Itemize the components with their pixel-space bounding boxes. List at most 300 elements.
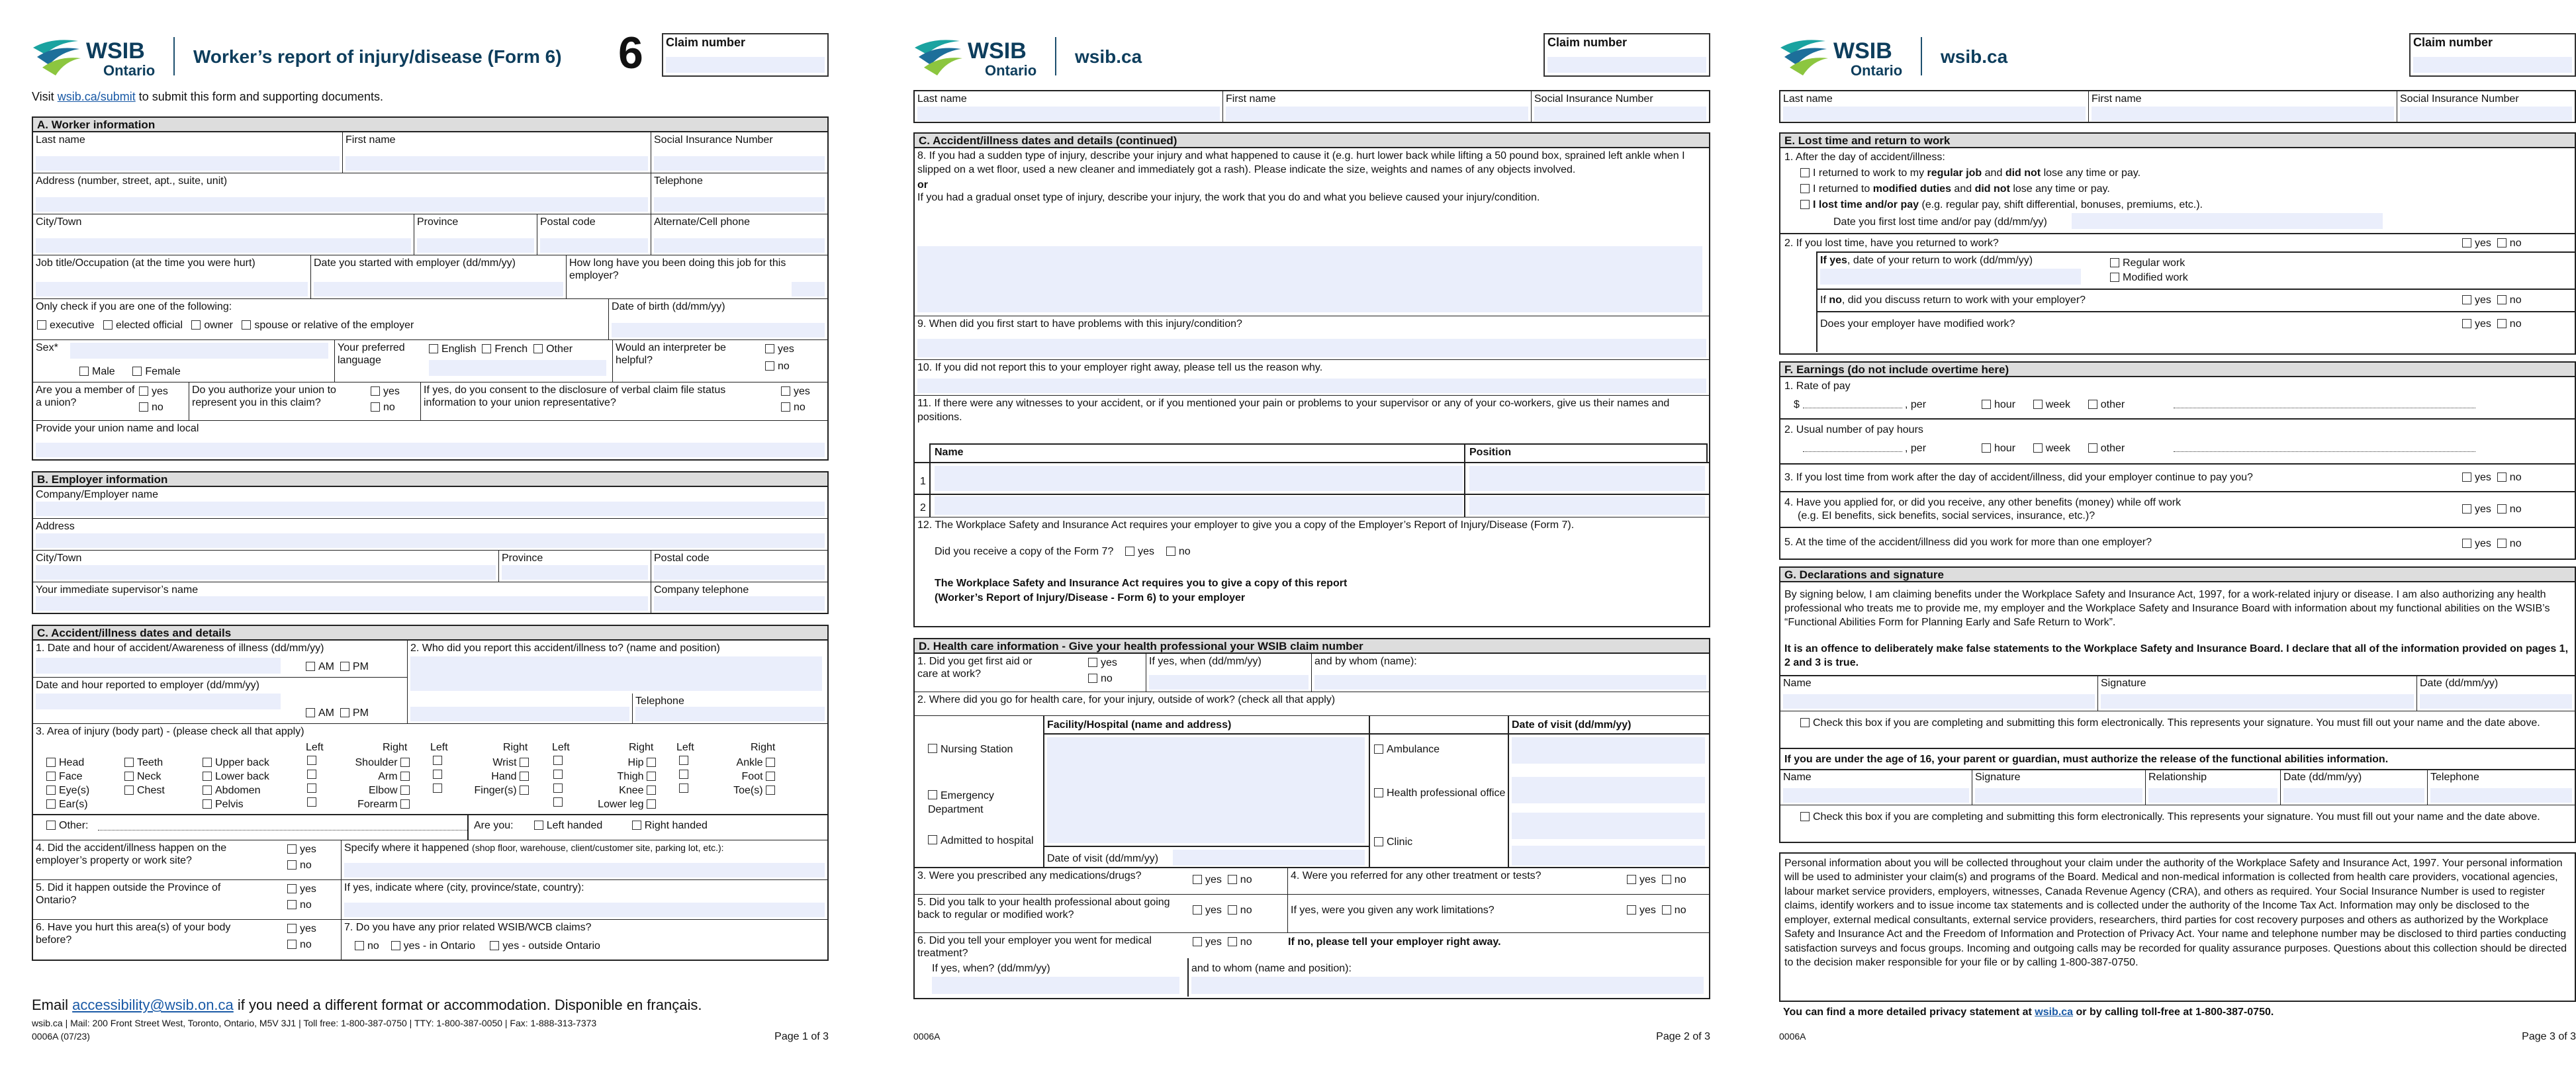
yes-label: yes [1205,905,1222,916]
input[interactable] [792,282,825,296]
f5-no-checkbox[interactable] [2497,539,2507,548]
d4-yes-checkbox[interactable] [1627,875,1636,884]
e2-yes-checkbox[interactable] [2462,238,2471,247]
c4-no-checkbox[interactable] [287,860,297,870]
form-title: Worker’s report of injury/disease (Form 6) [193,46,562,67]
abdomen-checkbox[interactable] [203,785,212,795]
female-checkbox[interactable] [132,367,142,376]
c12-no-checkbox[interactable] [1166,547,1175,556]
per-label: , per [1905,443,1927,454]
no-label: no [300,899,312,911]
lower-back-checkbox[interactable] [203,772,212,781]
shoulder-right-checkbox[interactable] [400,758,410,767]
modified-opt [2110,271,2188,285]
input[interactable] [410,707,629,721]
no-label: no [383,402,395,413]
e2c-yes-checkbox[interactable] [2462,319,2471,328]
c7-no-checkbox[interactable] [355,941,364,950]
input[interactable] [2420,694,2572,709]
hand-left-checkbox[interactable] [433,770,442,779]
week-checkbox[interactable] [2033,443,2043,453]
section-c-cont [913,132,1710,627]
hours-input[interactable] [1803,451,1902,452]
row-line [1043,733,1709,735]
a-address [33,173,651,214]
knee-right-checkbox[interactable] [647,785,656,795]
other-checkbox[interactable] [2088,400,2097,409]
c5-yes-checkbox[interactable] [287,884,297,893]
label: Provide your union name and local [36,423,199,434]
section-f [1779,361,2576,560]
d6-to-whom-input[interactable] [1191,977,1704,994]
c11-table [915,443,1709,517]
hip-left-checkbox[interactable] [553,756,563,765]
foot-left-checkbox[interactable] [679,770,688,779]
input[interactable] [344,903,825,917]
week-label: week [2045,443,2071,454]
input[interactable] [36,658,281,674]
thigh-right-checkbox[interactable] [647,772,656,781]
no-label: no [1674,874,1686,885]
yes-opt [781,385,810,398]
c3-hand-group [433,756,532,797]
accessibility-email-link[interactable]: accessibility@wsib.on.ca [72,997,234,1013]
input[interactable] [654,238,825,253]
c3-divider [33,814,827,815]
page-number: Page 1 of 3 [774,1031,829,1042]
b-company [33,487,827,519]
owner-checkbox[interactable] [191,320,201,330]
spouse-checkbox[interactable] [242,320,251,330]
no-label: no [152,402,163,413]
clinic-label: Clinic [1387,836,1413,848]
input[interactable] [36,238,411,253]
right-handed-checkbox[interactable] [632,821,641,830]
yes-label: yes [1205,936,1222,948]
e1b-post: lose any time or pay. [2013,183,2110,195]
input[interactable] [36,565,496,580]
e1a-post: lose any time or pay. [2043,167,2141,179]
c1-reported [33,678,408,724]
clinic-date-2[interactable] [1512,846,1705,866]
elected-checkbox[interactable] [103,320,113,330]
eyes-label: Eye(s) [59,785,90,797]
section-a-header: A. Worker information [33,116,827,132]
c3-col2 [124,756,165,797]
e1a-checkbox[interactable] [1800,168,1810,177]
input[interactable] [2430,788,2572,803]
c3-other [46,819,88,832]
d5-yes-checkbox[interactable] [1193,905,1202,915]
page-number: Page 3 of 3 [2522,1031,2576,1042]
teeth-checkbox[interactable] [124,758,134,767]
neck-label: Neck [137,771,161,783]
consent-no-checkbox[interactable] [781,402,790,412]
input[interactable] [1975,788,2142,803]
input[interactable] [2400,107,2572,121]
c12-question [935,545,1191,559]
input[interactable] [2148,788,2277,803]
nursing-checkbox[interactable] [928,744,937,753]
auth-no-checkbox[interactable] [371,402,380,412]
sex-input[interactable] [70,343,328,359]
c6-yes-checkbox[interactable] [287,924,297,933]
right-handed-label: Right handed [644,820,708,831]
nursing-label: Nursing Station [941,744,1013,755]
english-checkbox[interactable] [429,344,438,353]
toes-right-checkbox[interactable] [766,785,775,795]
input[interactable] [344,863,825,877]
ambulance-date[interactable] [1512,737,1705,764]
pelvis-checkbox[interactable] [203,799,212,809]
d6-when-input[interactable] [932,977,1179,994]
ears-checkbox[interactable] [46,799,56,809]
d5b-yes-checkbox[interactable] [1627,905,1636,915]
d4-no-checkbox[interactable] [1662,875,1671,884]
face-label: Face [59,771,83,783]
c8-label: 8. If you had a sudden type of injury, describe your injury and what happened to cause it (e.g. hurt lower back while lifting a 50 pound box, sprained left ankle when I slipped on a wet floor, used a new cleaner and immediately got a rash). Please indicate the size, weights and names of any objects involved. [917,150,1685,175]
input[interactable] [654,596,825,611]
label: 10. If you did not report this to your employer right away, please tell us the reason why. [917,362,1323,373]
section-d [913,638,1710,999]
svg-text:Ontario: Ontario [103,62,156,79]
fingers-right-checkbox[interactable] [520,785,529,795]
d1-yes-checkbox[interactable] [1088,658,1097,667]
header-divider [1921,37,1922,75]
hpo-date[interactable] [1512,777,1705,803]
e2a-input[interactable] [1820,269,2081,285]
ambulance-checkbox[interactable] [1374,744,1383,754]
left-header: Left [552,742,570,753]
c5-where [342,880,827,920]
male-checkbox[interactable] [79,367,89,376]
e1c-post: (e.g. regular pay, shift differential, bonuses, premiums, etc.). [1921,199,2203,210]
c12q-label: Did you receive a copy of the Form 7? [935,546,1114,557]
d4-opts [1627,874,1686,887]
input[interactable] [345,156,648,171]
foot-right-checkbox[interactable] [766,772,775,781]
label: 12. The Workplace Safety and Insurance Act requires your employer to give you a copy of the Employer’s Report of Injury/Disease (Form 7). [917,519,1575,531]
input[interactable] [1534,107,1706,121]
sex-options [79,365,181,379]
wrist-left-checkbox[interactable] [433,756,442,765]
witness-1-name[interactable] [935,466,1463,491]
g2-telephone [2428,770,2575,805]
toes-left-checkbox[interactable] [679,784,688,793]
right-header: Right [383,742,408,753]
french-checkbox[interactable] [482,344,491,353]
c6-no-checkbox[interactable] [287,940,297,949]
admit-date-input[interactable] [1173,850,1365,866]
f3-no-checkbox[interactable] [2497,472,2507,482]
e2c-opts [2462,318,2522,331]
input[interactable] [410,656,822,691]
head-checkbox[interactable] [46,758,56,767]
d1-no-checkbox[interactable] [1088,674,1097,683]
right-header: Right [751,742,776,753]
label: 2. Who did you report this accident/illness to? (name and position) [410,643,720,654]
d3-no-checkbox[interactable] [1228,875,1237,884]
b-supervisor [33,582,651,613]
clinic-date-1[interactable] [1512,813,1705,839]
hour-checkbox[interactable] [1982,400,1991,409]
e2b-no-checkbox[interactable] [2497,295,2507,304]
input[interactable] [2092,107,2394,121]
input[interactable] [1783,788,1969,803]
member-yes-checkbox[interactable] [139,386,148,396]
input[interactable] [417,238,534,253]
e1c-checkbox[interactable] [1800,200,1810,209]
pm-checkbox[interactable] [340,708,349,717]
clinic-checkbox[interactable] [1374,837,1383,846]
hpo-checkbox[interactable] [1374,788,1383,797]
input[interactable] [540,238,648,253]
head-label: Head [59,757,85,768]
label: Your immediate supervisor’s name [36,584,199,596]
p3-sin [2397,91,2575,123]
wsib-logo [32,34,164,81]
consent-yes-checkbox[interactable] [781,386,790,396]
input[interactable] [36,197,648,212]
chest-checkbox[interactable] [124,785,134,795]
a-union-consent [421,382,827,421]
c12-notice-1: The Workplace Safety and Insurance Act requires you to give a copy of this report [935,578,1348,589]
c8-description [915,148,1709,316]
input[interactable] [36,694,281,709]
arm-right-checkbox[interactable] [400,772,410,781]
e2-no-checkbox[interactable] [2497,238,2507,247]
fingers-left-checkbox[interactable] [433,784,442,793]
c12-yes-checkbox[interactable] [1125,547,1134,556]
admitted-label: Admitted to hospital [941,835,1034,846]
neck-checkbox[interactable] [124,772,134,781]
privacy-link[interactable]: wsib.ca [2035,1007,2074,1018]
input[interactable] [1149,675,1309,690]
other-checkbox[interactable] [2088,443,2097,453]
svg-text:WSIB: WSIB [86,38,145,64]
d1-first-aid [915,654,1146,692]
forearm-left-checkbox[interactable] [307,797,316,807]
ankle-right-checkbox[interactable] [766,758,775,767]
hour-checkbox[interactable] [1982,443,1991,453]
label: Last name [1783,93,1833,105]
hip-right-checkbox[interactable] [647,758,656,767]
privacy-more [1783,1006,2274,1019]
left-handed-checkbox[interactable] [534,821,543,830]
label: Date and hour reported to employer (dd/mm/yy) [36,680,259,691]
arm-left-checkbox[interactable] [307,770,316,779]
face-checkbox[interactable] [46,772,56,781]
executive-checkbox[interactable] [37,320,46,330]
input[interactable] [654,565,825,580]
spouse-label: spouse or relative of the employer [254,320,414,331]
auth-yes-checkbox[interactable] [371,386,380,396]
c1-date [33,641,408,678]
am-checkbox[interactable] [306,708,315,717]
claim-number-label: Claim number [666,36,746,49]
c8b-label: If you had a gradual onset type of injury, describe your injury, the work that you do and what you believe caused your injury/condition. [917,191,1540,203]
witness-1-position[interactable] [1469,466,1705,491]
other-hours-input[interactable] [2174,451,2475,452]
claim-number-input[interactable] [666,57,825,73]
forearm-right-checkbox[interactable] [400,799,410,809]
interp-no-checkbox[interactable] [765,361,774,371]
col-position: Position [1469,447,1512,458]
foot-label: Foot [741,771,763,783]
no-label: no [1240,936,1252,948]
eyes-checkbox[interactable] [46,785,56,795]
label: Signature [1975,772,2021,783]
g2-signature [1972,770,2146,805]
input[interactable] [2101,694,2414,709]
other-area-checkbox[interactable] [46,821,56,830]
ankle-left-checkbox[interactable] [679,756,688,765]
d5-no-checkbox[interactable] [1228,905,1237,915]
input[interactable] [1783,694,2095,709]
input[interactable] [36,596,648,611]
c8-input[interactable] [917,246,1702,312]
interp-yes-checkbox[interactable] [765,344,774,353]
contact-line: wsib.ca | Mail: 200 Front Street West, Toronto, Ontario, M5V 3J1 | Toll free: 1-800-387-0750 | TTY: 1-800-387-0050 | Fax: 1-888-313-7373 [32,1018,597,1028]
emergency-checkbox[interactable] [928,790,937,799]
other-lang-checkbox[interactable] [533,344,543,353]
input[interactable] [917,107,1220,121]
input[interactable] [36,502,825,516]
label: Specify where it happened [344,842,469,854]
no-opt [287,859,312,872]
esign-checkbox[interactable] [1800,718,1810,727]
input[interactable] [502,565,648,580]
label: First name [2092,93,2142,105]
no-label: no [778,361,790,372]
upper-back-checkbox[interactable] [203,758,212,767]
e2b-yes-checkbox[interactable] [2462,295,2471,304]
row-line [1043,846,1369,847]
c7-outside-checkbox[interactable] [490,941,499,950]
e2c-no-checkbox[interactable] [2497,319,2507,328]
c4-yes-checkbox[interactable] [287,844,297,854]
d6-yes-checkbox[interactable] [1193,937,1202,946]
p3-name-row [1779,90,2576,123]
lang-input[interactable] [429,360,606,376]
f3-yes-checkbox[interactable] [2462,472,2471,482]
e2b-label [1820,294,2086,307]
outside-label: yes - outside Ontario [502,940,600,952]
c12-notice-2: (Worker’s Report of Injury/Disease - Form 6) to your employer [935,592,1246,604]
form-number: 6 [618,28,643,78]
g2-relationship [2146,770,2281,805]
am-checkbox[interactable] [306,662,315,671]
input[interactable] [654,156,825,171]
input[interactable] [36,156,340,171]
no-label: no [2509,238,2522,249]
input[interactable] [917,379,1706,393]
e1b-checkbox[interactable] [1800,184,1810,193]
f2-label: 2. Usual number of pay hours [1784,424,1923,435]
input[interactable] [917,339,1706,357]
f4-yes-checkbox[interactable] [2462,504,2471,514]
shoulder-left-checkbox[interactable] [307,756,316,765]
input[interactable] [36,443,825,457]
e1d-input[interactable] [2072,213,2383,229]
member-no-checkbox[interactable] [139,402,148,412]
d5b-no-checkbox[interactable] [1662,905,1671,915]
input[interactable] [2283,788,2424,803]
label: Social Insurance Number [1534,93,1653,105]
pm-checkbox[interactable] [340,662,349,671]
elbow-left-checkbox[interactable] [307,784,316,793]
f4-no-checkbox[interactable] [2497,504,2507,514]
input[interactable] [36,533,825,548]
a-province [414,214,537,255]
am-label: AM [318,707,334,719]
a-language [335,340,613,382]
lowerleg-right-checkbox[interactable] [647,799,656,809]
knee-left-checkbox[interactable] [553,784,563,793]
witness-2-position[interactable] [1469,496,1705,515]
a-union-member [33,382,189,421]
submit-link[interactable]: wsib.ca/submit [57,90,136,103]
week-checkbox[interactable] [2033,400,2043,409]
d6-no-checkbox[interactable] [1228,937,1237,946]
form-code: 0006A [913,1031,941,1042]
elbow-right-checkbox[interactable] [400,785,410,795]
thigh-left-checkbox[interactable] [553,770,563,779]
p2-sin [1532,91,1709,123]
claim-number-input[interactable] [1547,57,1706,73]
f4-opts [2462,503,2522,516]
admitted-checkbox[interactable] [928,835,937,844]
form-page-3 [1779,0,2576,1076]
e1a-b2: did not [2005,167,2041,179]
d2-where [915,692,1709,716]
modified-work-checkbox[interactable] [2110,273,2119,282]
c7-ontario-checkbox[interactable] [391,941,400,950]
regular-opt [2110,257,2185,270]
input[interactable] [654,197,825,212]
emergency-label: Emergency Department [928,790,994,816]
a-job [33,255,311,299]
b-province [499,551,651,582]
input[interactable] [314,282,563,296]
yes-opt [287,843,316,856]
label: 5. Did you talk to your health professional about going back to regular or modified work? [917,897,1170,921]
input[interactable] [1783,107,2086,121]
input[interactable] [36,282,308,296]
input[interactable] [635,707,825,721]
f5-yes-checkbox[interactable] [2462,539,2471,548]
a-how-long [567,255,827,299]
hand-right-checkbox[interactable] [520,772,529,781]
input[interactable] [612,323,825,337]
p2-name-row [913,90,1710,123]
regular-work-checkbox[interactable] [2110,258,2119,267]
no-opt [139,401,163,414]
lowerleg-left-checkbox[interactable] [553,797,563,807]
esign2-checkbox[interactable] [1800,812,1810,821]
d3-yes-checkbox[interactable] [1193,875,1202,884]
admit-date-label: Date of visit (dd/mm/yy) [1047,853,1159,864]
wrist-right-checkbox[interactable] [520,758,529,767]
claim-number-input[interactable] [2413,57,2572,73]
pm-label: PM [352,707,369,719]
facility-input[interactable] [1047,737,1365,843]
input[interactable] [1314,675,1706,690]
input[interactable] [1226,107,1528,121]
teeth-label: Teeth [137,757,163,768]
witness-2-name[interactable] [935,496,1463,515]
c5-no-checkbox[interactable] [287,900,297,909]
